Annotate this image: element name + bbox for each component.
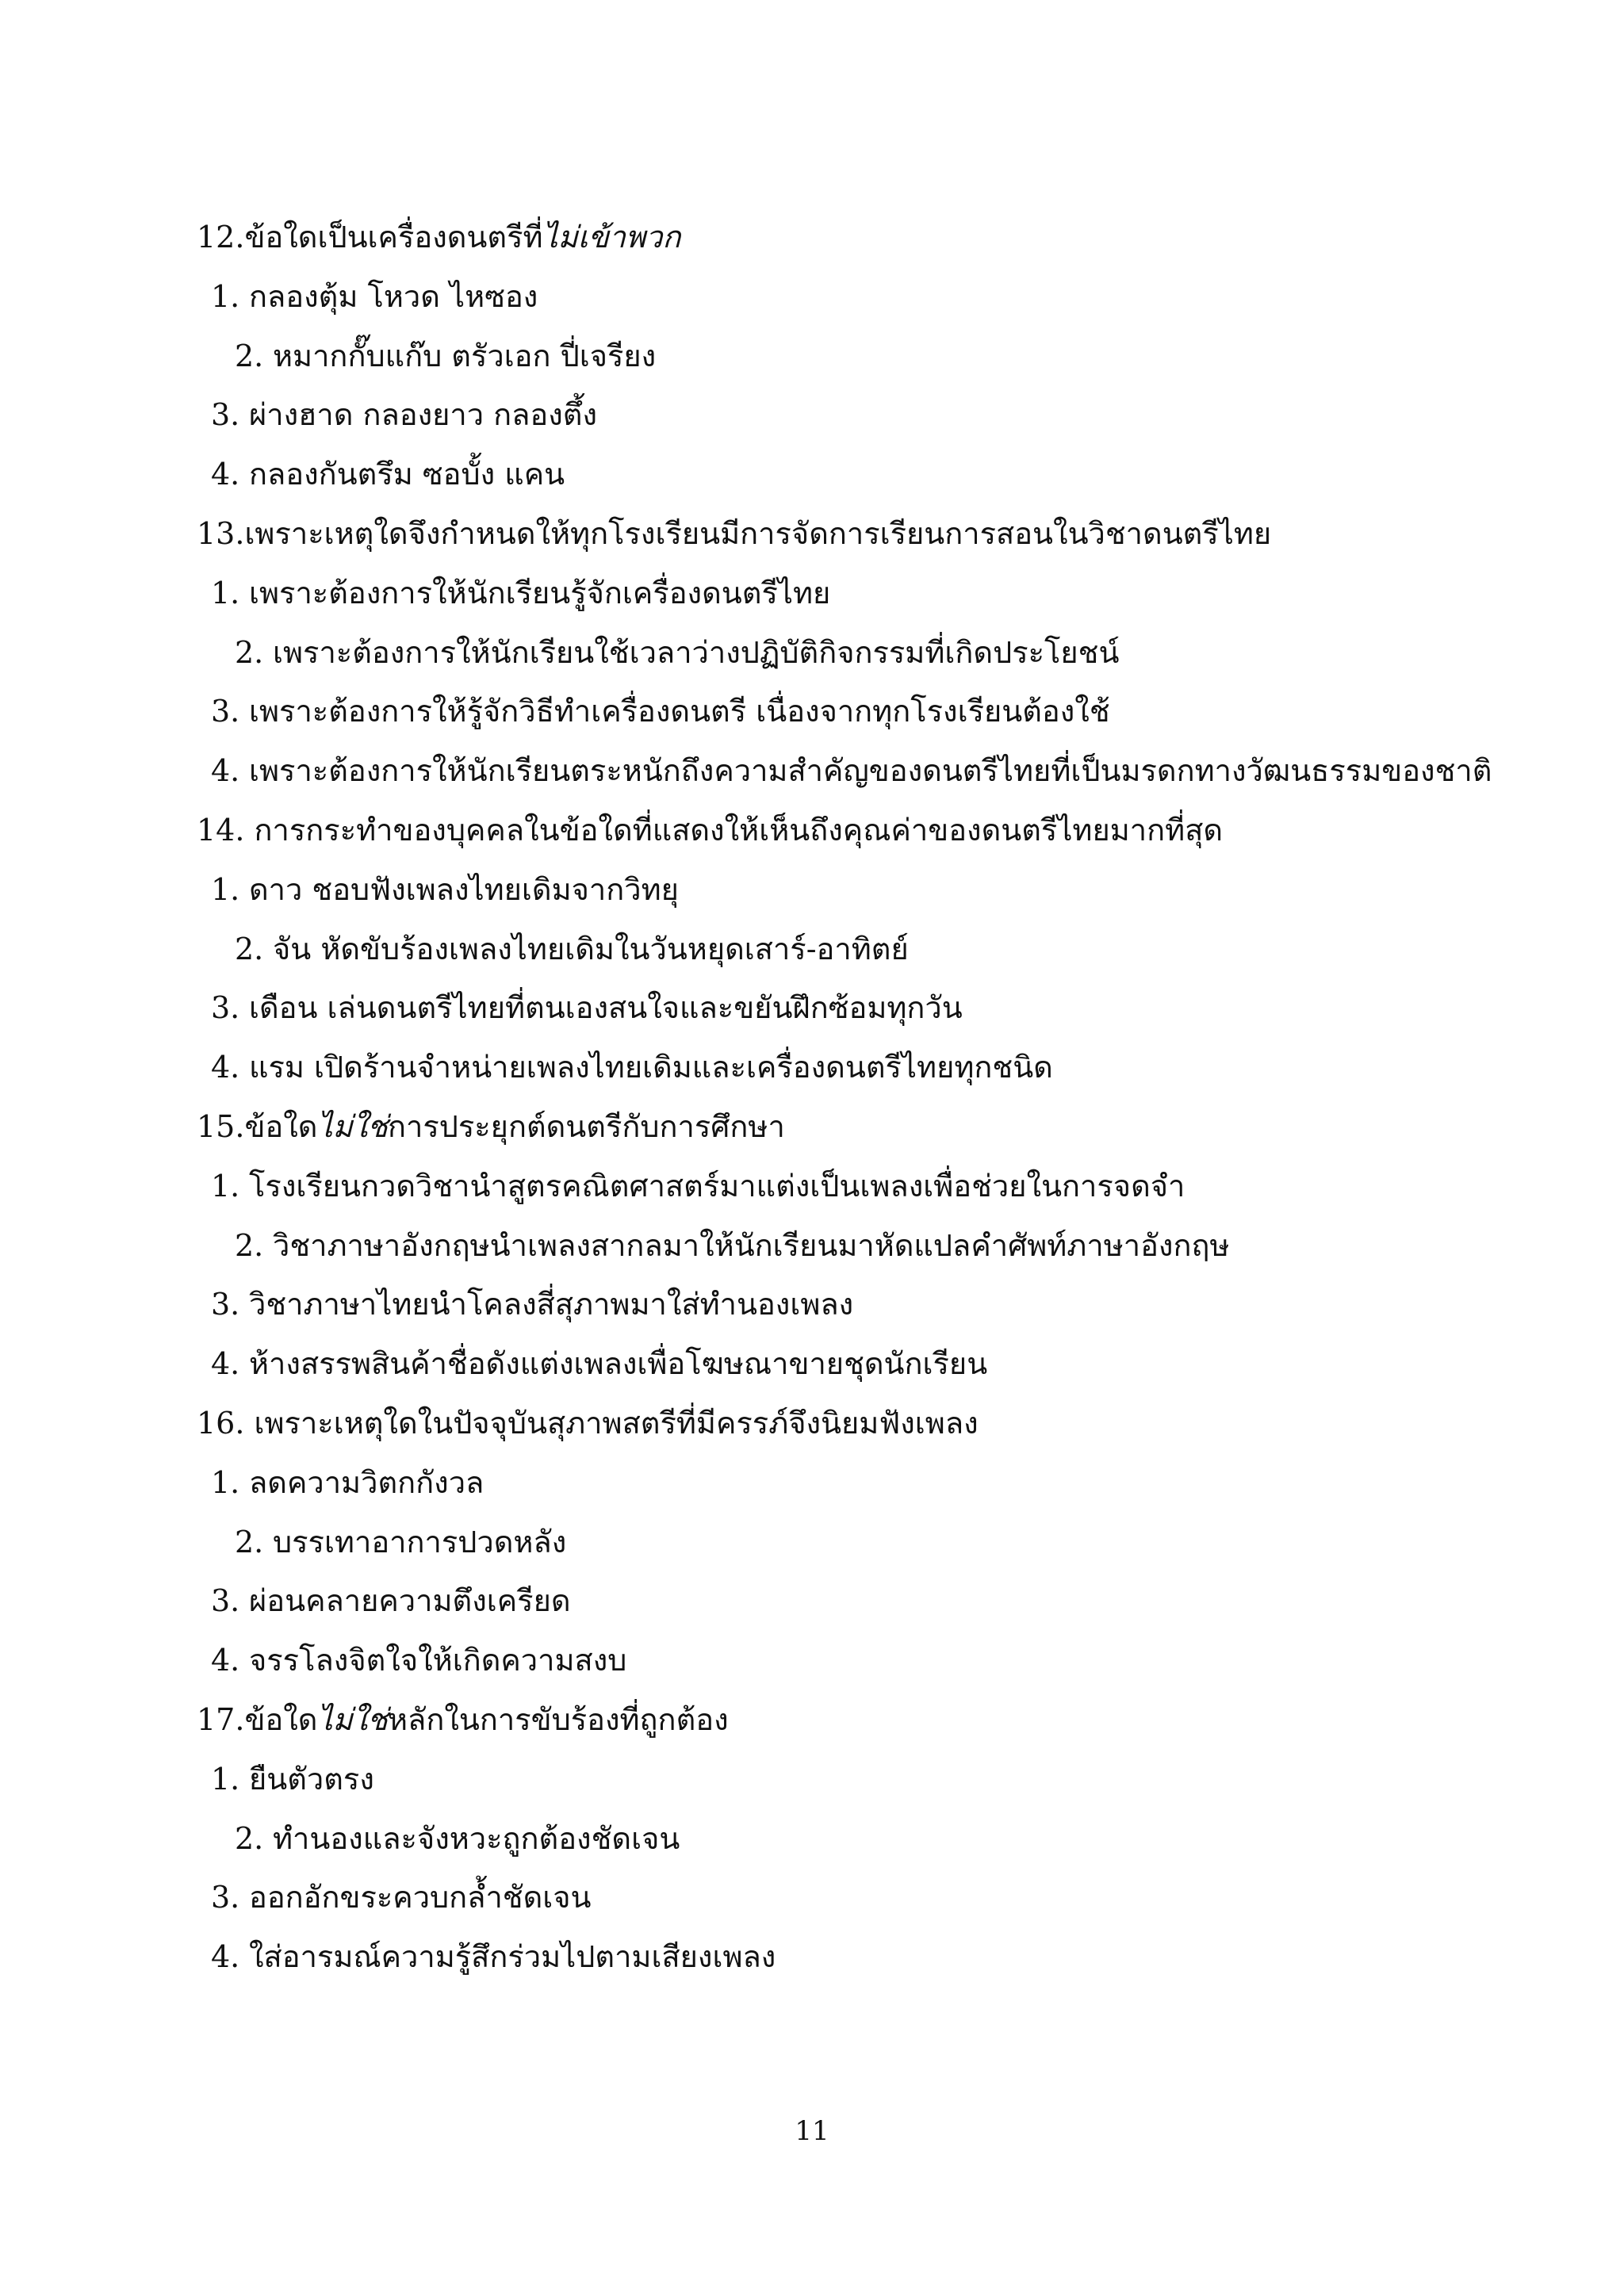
option-number: 3. <box>211 397 240 433</box>
option-item <box>197 1571 1465 1631</box>
option-number: 2. <box>235 634 264 670</box>
question-number: 13. <box>197 515 245 551</box>
option-item <box>197 445 1465 504</box>
question-emphasis: ไม่ใช่ <box>317 1701 388 1737</box>
option-text: เพราะต้องการให้รู้จักวิธีทำเครื่องดนตรี เนื่องจากทุกโรงเรียนต้องใช้ <box>249 694 1110 729</box>
option-number: 1. <box>211 1761 240 1797</box>
option-number: 3. <box>211 990 240 1026</box>
option-item <box>197 1868 1465 1927</box>
option-text: ผ่างฮาด กลองยาว กลองตึ้ง <box>249 397 598 433</box>
option-number: 2. <box>235 1820 264 1856</box>
option-item <box>197 267 1465 327</box>
option-number: 4. <box>211 1050 240 1085</box>
option-item <box>197 1038 1465 1097</box>
option-text: เดือน เล่นดนตรีไทยที่ตนเองสนใจและขยันฝึกซ้อมทุกวัน <box>249 990 963 1026</box>
option-number: 2. <box>235 1524 264 1559</box>
question-15 <box>197 1097 1465 1157</box>
option-number: 1. <box>211 871 240 907</box>
option-number: 1. <box>211 1464 240 1500</box>
option-text: ผ่อนคลายความตึงเครียด <box>249 1583 571 1619</box>
option-text: เพราะต้องการให้นักเรียนใช้เวลาว่างปฏิบัติกิจกรรมที่เกิดประโยชน์ <box>273 634 1120 670</box>
option-item <box>197 1631 1465 1690</box>
option-text: หมากกั๊บแก๊บ ตรัวเอก ปี่เจรียง <box>273 338 657 373</box>
option-text: ห้างสรรพสินค้าชื่อดังแต่งเพลงเพื่อโฆษณาขายชุดนักเรียน <box>249 1346 988 1382</box>
option-item <box>197 623 1465 683</box>
option-text: วิชาภาษาอังกฤษนำเพลงสากลมาให้นักเรียนมาหัดแปลคำศัพท์ภาษาอังกฤษ <box>273 1227 1230 1263</box>
option-item <box>197 1927 1465 1987</box>
question-number: 16. <box>197 1405 255 1441</box>
option-number: 4. <box>211 1939 240 1975</box>
question-text: เพราะเหตุใดจึงกำหนดให้ทุกโรงเรียนมีการจัดการเรียนการสอนในวิชาดนตรีไทย <box>244 515 1272 551</box>
option-number: 1. <box>211 278 240 314</box>
question-list <box>197 208 1492 1987</box>
option-number: 4. <box>211 1643 240 1678</box>
question-16 <box>197 1394 1465 1453</box>
option-item <box>197 385 1465 445</box>
question-emphasis: ไม่เข้าพวก <box>542 220 681 254</box>
option-text: บรรเทาอาการปวดหลัง <box>273 1524 567 1559</box>
option-number: 3. <box>211 1287 240 1322</box>
option-number: 2. <box>235 1227 264 1263</box>
option-text: กลองกันตรึม ซอบั้ง แคน <box>249 457 565 492</box>
option-item <box>197 741 1492 801</box>
option-text: จัน หัดขับร้องเพลงไทยเดิมในวันหยุดเสาร์-อาทิตย์ <box>273 931 909 966</box>
question-13 <box>197 504 1465 564</box>
option-text: วิชาภาษาไทยนำโคลงสี่สุภาพมาใส่ทำนองเพลง <box>249 1287 854 1322</box>
option-number: 1. <box>211 1168 240 1203</box>
option-item <box>197 682 1465 741</box>
option-item <box>197 1750 1465 1809</box>
option-text: แรม เปิดร้านจำหน่ายเพลงไทยเดิมและเครื่องดนตรีไทยทุกชนิด <box>249 1050 1053 1085</box>
option-item <box>197 327 1465 386</box>
question-text: การกระทำของบุคคลในข้อใดที่แสดงให้เห็นถึงคุณค่าของดนตรีไทยมากที่สุด <box>254 812 1224 848</box>
option-text: กลองตุ้ม โหวด ไหซอง <box>249 278 538 314</box>
question-text: เพราะเหตุใดในปัจจุบันสุภาพสตรีที่มีครรภ์จึงนิยมฟังเพลง <box>254 1405 979 1441</box>
option-item <box>197 1334 1465 1394</box>
option-item <box>197 1453 1465 1513</box>
question-17 <box>197 1690 1465 1750</box>
option-text: โรงเรียนกวดวิชานำสูตรคณิตศาสตร์มาแต่งเป็นเพลงเพื่อช่วยในการจดจำ <box>249 1168 1185 1203</box>
option-text: ออกอักขระควบกล้ำชัดเจน <box>249 1880 592 1915</box>
option-number: 4. <box>211 1346 240 1382</box>
option-text: ลดความวิตกกังวล <box>249 1464 485 1500</box>
option-number: 2. <box>235 931 264 966</box>
question-number: 14. <box>197 812 255 848</box>
option-number: 2. <box>235 338 264 373</box>
option-number: 1. <box>211 575 240 610</box>
option-item <box>197 920 1465 979</box>
question-number: 15. <box>197 1108 245 1144</box>
option-number: 4. <box>211 753 240 789</box>
question-emphasis: ไม่ใช่ <box>317 1108 388 1144</box>
option-text: เพราะต้องการให้นักเรียนตระหนักถึงความสำคัญของดนตรีไทยที่เป็นมรดกทางวัฒนธรรมของชาติ <box>249 753 1492 789</box>
option-number: 3. <box>211 1880 240 1915</box>
option-text: ทำนองและจังหวะถูกต้องชัดเจน <box>273 1820 680 1856</box>
option-item <box>197 564 1465 623</box>
question-text-tail: การประยุกต์ดนตรีกับการศึกษา <box>387 1108 785 1144</box>
option-item <box>197 1809 1465 1869</box>
option-item <box>197 860 1465 920</box>
option-number: 4. <box>211 457 240 492</box>
question-14 <box>197 801 1465 860</box>
option-item <box>197 978 1465 1038</box>
option-text: ใส่อารมณ์ความรู้สึกร่วมไปตามเสียงเพลง <box>249 1939 776 1975</box>
question-text: ข้อใดเป็นเครื่องดนตรีที่ <box>244 220 543 254</box>
question-number: 17. <box>197 1701 245 1737</box>
option-item <box>197 1157 1465 1216</box>
option-number: 3. <box>211 1583 240 1619</box>
option-text: ยืนตัวตรง <box>249 1761 374 1797</box>
option-number: 3. <box>211 694 240 729</box>
question-number: 12. <box>197 220 245 254</box>
page-number: 11 <box>795 2115 829 2147</box>
question-text-tail: หลักในการขับร้องที่ถูกต้อง <box>387 1701 729 1737</box>
option-item <box>197 1275 1465 1334</box>
option-text: เพราะต้องการให้นักเรียนรู้จักเครื่องดนตรีไทย <box>249 575 831 610</box>
option-text: ดาว ชอบฟังเพลงไทยเดิมจากวิทยุ <box>249 871 679 907</box>
question-text: ข้อใด <box>244 1108 318 1144</box>
option-item <box>197 1513 1465 1572</box>
option-item <box>197 1216 1465 1276</box>
question-text: ข้อใด <box>244 1701 318 1737</box>
question-12 <box>197 208 1465 267</box>
option-text: จรรโลงจิตใจให้เกิดความสงบ <box>249 1643 627 1678</box>
